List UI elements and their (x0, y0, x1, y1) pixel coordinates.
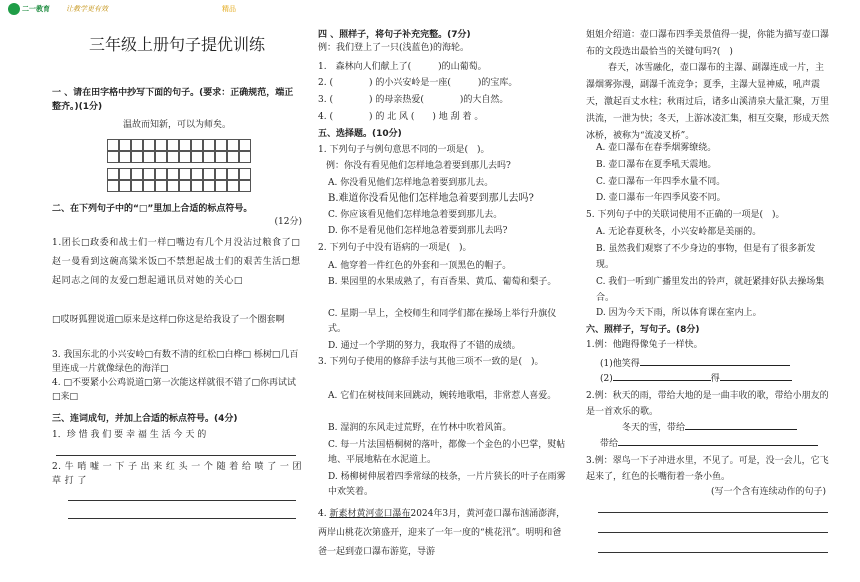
s5-q5-option-b: B. 虽然我们观察了不少身边的事物，但是有了很多新发现。 (596, 244, 816, 270)
header-slogan: 让教学更有效 (66, 5, 108, 13)
copy-sentence: 温故而知新，可以为师矣。 (122, 120, 231, 130)
header-tag: 精品 (222, 5, 236, 13)
s4-example: 例：我们登上了一只(浅蓝色)的海轮。 (318, 43, 470, 53)
section-1-heading: 一 、请在田字格中抄写下面的句子。(要求：正确规范，端正整齐。)(1分) (52, 88, 294, 112)
q4-number: 4. (318, 509, 327, 519)
section-3-heading: 三、连词成句，并加上合适的标点符号。(4分) (52, 414, 238, 424)
s4-question-4: 4. ( ) 的 北 风 ( ) 地 刮 着 。 (318, 112, 484, 122)
s5-q2-option-c: C. 星期一早上，全校师生和同学们都在操场上举行升旗仪式。 (328, 309, 557, 334)
s2-question-2: □哎呀狐狸说道□原来是这样□你这是给我设了一个圈套啊 (52, 315, 285, 325)
s5-q1-option-a: A. 你没看见他们怎样地急着要到那儿去。 (328, 178, 494, 188)
s6-q2-line-2 (586, 436, 830, 451)
s5-q3-option-b: B. 湿润的东风走过荒野，在竹林中吹着风笛。 (328, 423, 512, 433)
s2-question-1: 1.团长□政委和战士们一样□嘴边有几个月没沾过粮食了□赵一曼看到这碗高粱米饭□不禁想起战士们的艰苦生活□想起同志之间的友爱□想起通讯员对她的关心□ (52, 238, 301, 286)
s3-question-2: 2. 牛 哨 嘘 一 下 子 出 来 红 头 一 个 随 着 给 喷 了 一 团 草 打 了 (52, 462, 302, 486)
answer-line[interactable] (598, 532, 828, 533)
tianzige-grid-row-2 (108, 168, 252, 192)
answer-blank[interactable] (685, 420, 797, 430)
logo-icon (8, 3, 20, 15)
s5-question-2: 2. 下列句子中没有语病的一项是( )。 (318, 243, 472, 253)
s5-q4-option-d: D. 壶口瀑布一年四季风姿不同。 (596, 193, 726, 203)
page-title: 三年级上册句子提优训练 (88, 35, 265, 54)
answer-line[interactable] (598, 512, 828, 513)
column-right (586, 0, 830, 582)
column-middle (318, 0, 566, 582)
s5-question-3: 3. 下列句子使用的修辞手法与其他三项不一致的是( )。 (318, 357, 544, 367)
s5-q1-example: 例：你没有看见他们怎样地急着要到那儿去吗? (326, 161, 511, 171)
s5-q3-option-a: A. 它们在树枝间来回跳动，婉转地歌唱，非常惹人喜爱。 (328, 391, 557, 401)
s2-question-3: 3. 我国东北的小兴安岭□有数不清的红松□白桦□ 栎树□几百里连成一片就像绿色的海洋□ (52, 350, 299, 374)
s6-q1-line-2 (586, 371, 830, 386)
answer-blank[interactable] (618, 436, 818, 446)
q1-prompt-2-end: 得 (710, 374, 720, 384)
q2-prompt-1: 冬天的雪，带给 (622, 423, 686, 433)
s5-q1-option-b: B.难道你没看见他们怎样地急着要到那儿去吗? (328, 193, 534, 204)
answer-blank[interactable] (640, 356, 790, 366)
s5-q1-option-d: D. 你不是看见他们怎样地急着要到那儿去吗? (328, 226, 508, 236)
s6-question-1: 1.例：他跑得像兔子一样快。 (586, 340, 703, 350)
s5-q1-option-c: C. 你应该看见他们怎样地急着要到那儿去。 (328, 210, 503, 220)
s5-q5-option-c: C. 我们一听到广播里发出的铃声，就赶紧排好队去操场集合。 (596, 277, 825, 303)
section-2-heading: 二、在下列句子中的“□”里加上合适的标点符号。 (52, 204, 253, 214)
q1-prompt-2: (2) (600, 374, 613, 384)
s5-q4-option-c: C. 壶口瀑布一年四季水量不同。 (596, 177, 726, 187)
s5-q5-option-a: A. 无论春夏秋冬，小兴安岭都是美丽的。 (596, 227, 762, 237)
s5-q4-option-b: B. 壶口瀑布在夏季吼天震地。 (596, 160, 717, 170)
s5-question-1: 1. 下列句子与例句意思不同的一项是( )。 (318, 145, 490, 155)
section-6-heading: 六、照样子，写句子。(8分) (586, 325, 700, 335)
logo-text: 二一教育 (22, 4, 50, 13)
answer-line[interactable] (68, 518, 296, 519)
s5-q4-option-a: A. 壶口瀑布在春季烟雾缭绕。 (596, 143, 717, 153)
s4-question-1: 1. 森林向人们献上了( )的山葡萄。 (318, 62, 487, 72)
new-material-link[interactable]: 新素材黄河壶口瀑布 (329, 509, 411, 519)
s5-q2-option-d: D. 通过一个学期的努力，我取得了不错的成绩。 (328, 341, 521, 351)
s5-q4-passage: 春天，冰雪融化，壶口瀑布的主瀑、副瀑连成一片，主瀑烟雾弥漫，副瀑千流竞争；夏季，主瀑大显神威，吼声震天，激起百丈水柱；秋雨过后，诸多山溪清泉大量汇聚，万里洪流，一泄为快；冬天，上游冰凌汇集，相互交聚，形成天然冰桥，被称为“流凌叉桥”。 (586, 63, 830, 141)
answer-line[interactable] (56, 455, 296, 456)
q2-prompt-2: 带给 (600, 439, 619, 449)
s6-q3-note: (写一个含有连续动作的句子) (710, 487, 826, 497)
answer-blank[interactable] (720, 371, 792, 381)
s5-question-5: 5. 下列句子中的关联词使用不正确的一项是( )。 (586, 210, 785, 220)
s5-q3-option-c: C. 每一片法国梧桐树的落叶，都像一个金色的小巴掌，熨帖地、平展地粘在水泥道上。 (328, 440, 566, 465)
tianzige-grid-row-1 (108, 139, 252, 163)
s5-question-4 (318, 505, 566, 562)
q4-intro: 2024年3月，黄河壶口瀑布汹涌澎湃，两岸山桃花次第盛开，迎来了一年一度的“桃花汛”。明明和爸爸一起到壶口瀑布游览，导游 (318, 509, 566, 557)
s6-q2-line-1 (586, 420, 830, 435)
s6-question-2: 2.例：秋天的雨，带给大地的是一曲丰收的歌，带给小朋友的是一首欢乐的歌。 (586, 391, 829, 417)
s5-q2-option-a: A. 他穿着一件红色的外套和一顶黑色的帽子。 (328, 261, 512, 271)
s5-q2-option-b: B. 果园里的水果成熟了，有百香果、黄瓜、葡萄和梨子。 (328, 277, 557, 287)
section-4-heading: 四 、照样子，将句子补充完整。(7分) (318, 30, 471, 40)
answer-line[interactable] (68, 500, 296, 501)
s6-q1-line-1 (586, 356, 830, 371)
s6-question-3: 3.例：翠鸟一下子冲进水里，不见了。可是，没一会儿，它飞起来了，红色的长嘴衔着一条小鱼。 (586, 456, 829, 482)
answer-line[interactable] (598, 552, 828, 553)
s2-question-4: 4. □不要紧小公鸡说道□第一次能这样就很不错了□你再试试□来□ (52, 378, 296, 402)
answer-blank[interactable] (613, 371, 711, 381)
s4-question-3: 3. ( ) 的母亲热爱( )的大自然。 (318, 95, 509, 105)
q1-prompt-1: (1)他笑得 (600, 359, 640, 369)
s5-q4-continued: 姐姐介绍道：壶口瀑布四季美景值得一提，你能为描写壶口瀑布的文段选出最恰当的关键句吗?( ) (586, 30, 830, 57)
column-left (52, 0, 302, 582)
section-5-heading: 五、选择题。(10分) (318, 129, 402, 139)
s5-q3-option-d: D. 杨柳树伸展着四季常绿的枝条，一片片狭长的叶子在雨雾中欢笑着。 (328, 472, 566, 497)
s5-q5-option-d: D. 因为今天下雨，所以体育课在室内上。 (596, 308, 762, 318)
s4-question-2: 2. ( ) 的小兴安岭是一座( )的宝库。 (318, 78, 518, 88)
section-2-points: (12分) (274, 217, 302, 227)
s3-question-1: 1．珍 惜 我 们 要 幸 福 生 活 今 天 的 (52, 430, 207, 440)
